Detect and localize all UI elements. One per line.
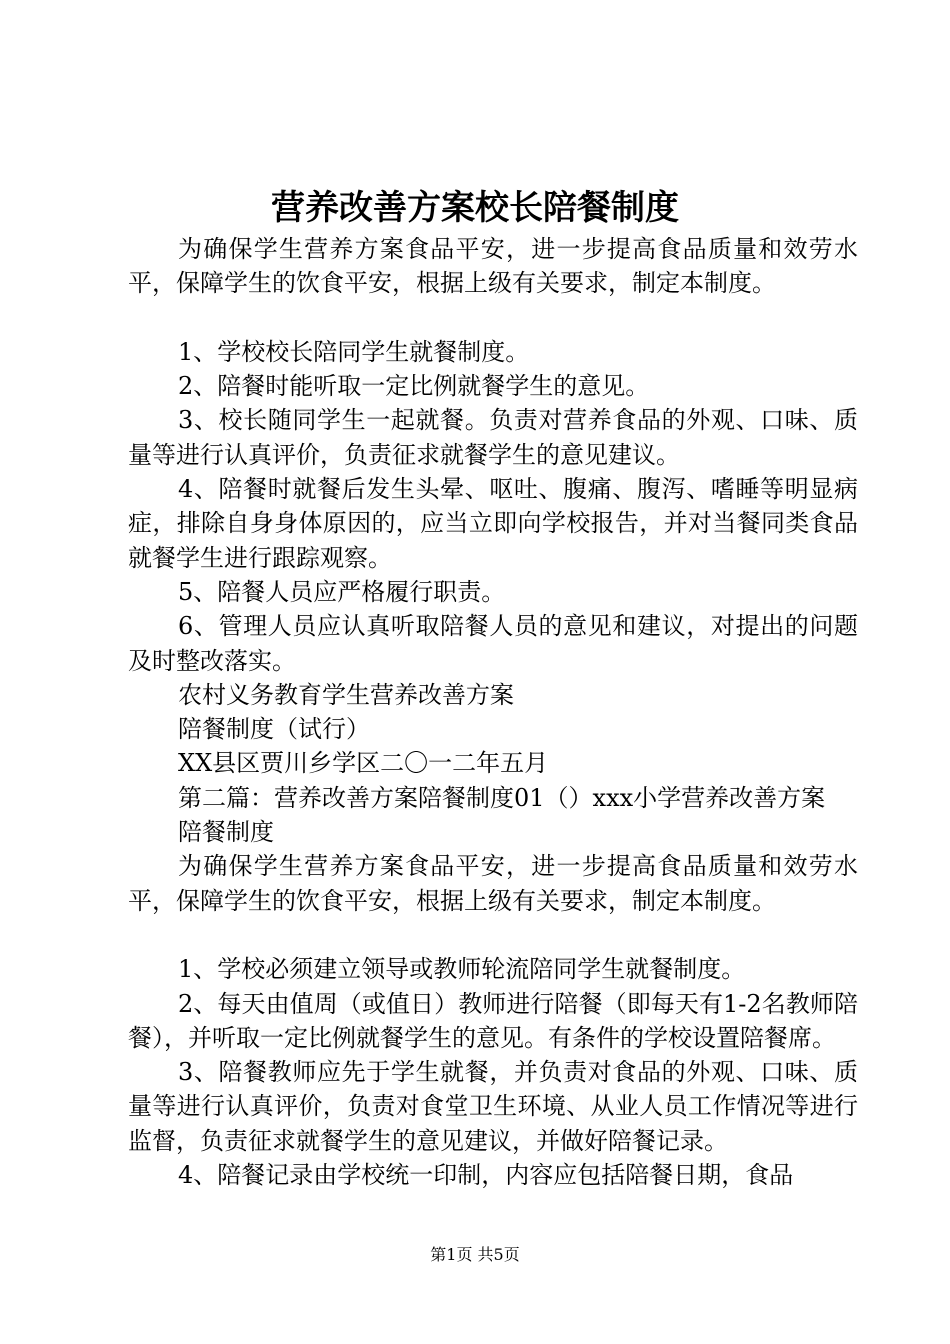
paragraph: 4、陪餐记录由学校统一印制，内容应包括陪餐日期，食品: [178, 1161, 794, 1190]
paragraph: 1、学校校长陪同学生就餐制度。: [178, 337, 530, 366]
blank-line: [128, 918, 858, 952]
paragraph: 2、每天由值周（或值日）教师进行陪餐（即每天有1-2名教师陪餐），并听取一定比例就餐学生的意见。有条件的学校设置陪餐席。: [128, 989, 858, 1052]
document-body: [128, 232, 858, 1192]
paragraph: 为确保学生营养方案食品平安，进一步提高食品质量和效劳水平，保障学生的饮食平安，根据上级有关要求，制定本制度。: [128, 235, 858, 298]
paragraph: 5、陪餐人员应严格履行职责。: [178, 577, 506, 606]
page-footer: [0, 1245, 950, 1265]
paragraph: 陪餐制度（试行）: [178, 715, 370, 744]
paragraph: 陪餐制度: [178, 818, 274, 847]
paragraph: 4、陪餐时就餐后发生头晕、呕吐、腹痛、腹泻、嗜睡等明显病症，排除自身身体原因的，应当立即向学校报告，并对当餐同类食品就餐学生进行跟踪观察。: [128, 475, 858, 572]
paragraph: 3、陪餐教师应先于学生就餐，并负责对食品的外观、口味、质量等进行认真评价，负责对食堂卫生环境、从业人员工作情况等进行监督，负责征求就餐学生的意见建议，并做好陪餐记录。: [128, 1058, 858, 1155]
paragraph: 第二篇：营养改善方案陪餐制度01（）xxx小学营养改善方案: [178, 783, 826, 812]
paragraph: 农村义务教育学生营养改善方案: [178, 680, 514, 709]
blank-line: [128, 301, 858, 335]
paragraph: 2、陪餐时能听取一定比例就餐学生的意见。: [178, 372, 650, 401]
paragraph: 为确保学生营养方案食品平安，进一步提高食品质量和效劳水平，保障学生的饮食平安，根据上级有关要求，制定本制度。: [128, 852, 858, 915]
document-title: 营养改善方案校长陪餐制度: [271, 188, 679, 228]
paragraph: 1、学校必须建立领导或教师轮流陪同学生就餐制度。: [178, 955, 746, 984]
paragraph: 3、校长随同学生一起就餐。负责对营养食品的外观、口味、质量等进行认真评价，负责征求就餐学生的意见建议。: [128, 406, 858, 469]
page-total: 共5页: [477, 1245, 520, 1264]
page-number: 第1页: [430, 1245, 473, 1264]
paragraph: 6、管理人员应认真听取陪餐人员的意见和建议，对提出的问题及时整改落实。: [128, 612, 858, 675]
paragraph: XX县区贾川乡学区二〇一二年五月: [178, 749, 549, 778]
